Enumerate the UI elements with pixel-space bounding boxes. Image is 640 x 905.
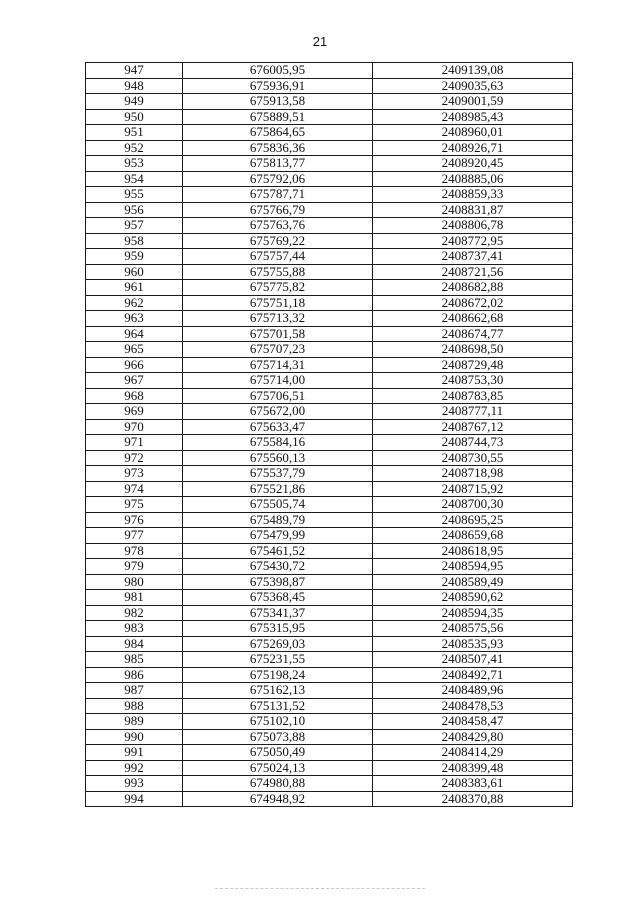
x-coordinate-cell: 675368,45 xyxy=(183,590,373,606)
table-row xyxy=(86,776,573,792)
point-number-cell: 962 xyxy=(86,295,183,311)
point-number-cell: 959 xyxy=(86,249,183,265)
point-number-cell: 986 xyxy=(86,667,183,683)
y-coordinate-cell: 2408885,06 xyxy=(373,171,573,187)
x-coordinate-cell: 675341,37 xyxy=(183,605,373,621)
table-row xyxy=(86,78,573,94)
y-coordinate-cell: 2408507,41 xyxy=(373,652,573,668)
y-coordinate-cell: 2408659,68 xyxy=(373,528,573,544)
x-coordinate-cell: 675398,87 xyxy=(183,574,373,590)
x-coordinate-cell: 674980,88 xyxy=(183,776,373,792)
y-coordinate-cell: 2408767,12 xyxy=(373,419,573,435)
table-row xyxy=(86,559,573,575)
table-row xyxy=(86,326,573,342)
x-coordinate-cell: 675755,88 xyxy=(183,264,373,280)
table-row xyxy=(86,249,573,265)
table-row xyxy=(86,373,573,389)
point-number-cell: 985 xyxy=(86,652,183,668)
y-coordinate-cell: 2408575,56 xyxy=(373,621,573,637)
table-row xyxy=(86,497,573,513)
x-coordinate-cell: 675813,77 xyxy=(183,156,373,172)
point-number-cell: 972 xyxy=(86,450,183,466)
y-coordinate-cell: 2408370,88 xyxy=(373,791,573,807)
x-coordinate-cell: 675701,58 xyxy=(183,326,373,342)
table-row xyxy=(86,125,573,141)
table-row xyxy=(86,605,573,621)
y-coordinate-cell: 2408594,95 xyxy=(373,559,573,575)
table-row xyxy=(86,667,573,683)
table-row xyxy=(86,280,573,296)
point-number-cell: 950 xyxy=(86,109,183,125)
coordinates-table-body xyxy=(86,63,573,807)
x-coordinate-cell: 675073,88 xyxy=(183,729,373,745)
table-row xyxy=(86,342,573,358)
x-coordinate-cell: 675787,71 xyxy=(183,187,373,203)
table-row xyxy=(86,698,573,714)
point-number-cell: 965 xyxy=(86,342,183,358)
x-coordinate-cell: 675769,22 xyxy=(183,233,373,249)
point-number-cell: 979 xyxy=(86,559,183,575)
y-coordinate-cell: 2408458,47 xyxy=(373,714,573,730)
x-coordinate-cell: 675936,91 xyxy=(183,78,373,94)
x-coordinate-cell: 675479,99 xyxy=(183,528,373,544)
table-row xyxy=(86,466,573,482)
point-number-cell: 948 xyxy=(86,78,183,94)
bottom-divider xyxy=(215,888,425,889)
x-coordinate-cell: 675713,32 xyxy=(183,311,373,327)
table-row xyxy=(86,450,573,466)
x-coordinate-cell: 675231,55 xyxy=(183,652,373,668)
x-coordinate-cell: 675763,76 xyxy=(183,218,373,234)
y-coordinate-cell: 2408492,71 xyxy=(373,667,573,683)
table-row xyxy=(86,791,573,807)
y-coordinate-cell: 2408753,30 xyxy=(373,373,573,389)
x-coordinate-cell: 675706,51 xyxy=(183,388,373,404)
table-row xyxy=(86,435,573,451)
x-coordinate-cell: 675672,00 xyxy=(183,404,373,420)
y-coordinate-cell: 2408715,92 xyxy=(373,481,573,497)
point-number-cell: 956 xyxy=(86,202,183,218)
point-number-cell: 994 xyxy=(86,791,183,807)
y-coordinate-cell: 2408414,29 xyxy=(373,745,573,761)
point-number-cell: 976 xyxy=(86,512,183,528)
y-coordinate-cell: 2408859,33 xyxy=(373,187,573,203)
x-coordinate-cell: 675775,82 xyxy=(183,280,373,296)
point-number-cell: 967 xyxy=(86,373,183,389)
x-coordinate-cell: 675913,58 xyxy=(183,94,373,110)
point-number-cell: 989 xyxy=(86,714,183,730)
table-row xyxy=(86,636,573,652)
point-number-cell: 957 xyxy=(86,218,183,234)
y-coordinate-cell: 2409001,59 xyxy=(373,94,573,110)
point-number-cell: 987 xyxy=(86,683,183,699)
table-row xyxy=(86,760,573,776)
y-coordinate-cell: 2408718,98 xyxy=(373,466,573,482)
y-coordinate-cell: 2408783,85 xyxy=(373,388,573,404)
point-number-cell: 973 xyxy=(86,466,183,482)
table-row xyxy=(86,512,573,528)
x-coordinate-cell: 675766,79 xyxy=(183,202,373,218)
y-coordinate-cell: 2408695,25 xyxy=(373,512,573,528)
table-row xyxy=(86,357,573,373)
x-coordinate-cell: 675269,03 xyxy=(183,636,373,652)
x-coordinate-cell: 675714,00 xyxy=(183,373,373,389)
y-coordinate-cell: 2408729,48 xyxy=(373,357,573,373)
point-number-cell: 958 xyxy=(86,233,183,249)
point-number-cell: 955 xyxy=(86,187,183,203)
point-number-cell: 951 xyxy=(86,125,183,141)
x-coordinate-cell: 675430,72 xyxy=(183,559,373,575)
point-number-cell: 961 xyxy=(86,280,183,296)
table-row xyxy=(86,621,573,637)
y-coordinate-cell: 2408672,02 xyxy=(373,295,573,311)
table-row xyxy=(86,187,573,203)
table-row xyxy=(86,590,573,606)
x-coordinate-cell: 675792,06 xyxy=(183,171,373,187)
x-coordinate-cell: 675757,44 xyxy=(183,249,373,265)
point-number-cell: 960 xyxy=(86,264,183,280)
point-number-cell: 949 xyxy=(86,94,183,110)
y-coordinate-cell: 2409139,08 xyxy=(373,63,573,79)
x-coordinate-cell: 675864,65 xyxy=(183,125,373,141)
y-coordinate-cell: 2408737,41 xyxy=(373,249,573,265)
table-row xyxy=(86,419,573,435)
table-row xyxy=(86,140,573,156)
x-coordinate-cell: 675521,86 xyxy=(183,481,373,497)
table-row xyxy=(86,714,573,730)
x-coordinate-cell: 676005,95 xyxy=(183,63,373,79)
point-number-cell: 953 xyxy=(86,156,183,172)
table-row xyxy=(86,388,573,404)
y-coordinate-cell: 2408489,96 xyxy=(373,683,573,699)
x-coordinate-cell: 675836,36 xyxy=(183,140,373,156)
table-row xyxy=(86,109,573,125)
y-coordinate-cell: 2408478,53 xyxy=(373,698,573,714)
point-number-cell: 984 xyxy=(86,636,183,652)
y-coordinate-cell: 2408730,55 xyxy=(373,450,573,466)
point-number-cell: 980 xyxy=(86,574,183,590)
x-coordinate-cell: 675102,10 xyxy=(183,714,373,730)
y-coordinate-cell: 2408399,48 xyxy=(373,760,573,776)
point-number-cell: 975 xyxy=(86,497,183,513)
table-row xyxy=(86,202,573,218)
point-number-cell: 954 xyxy=(86,171,183,187)
table-row xyxy=(86,729,573,745)
x-coordinate-cell: 675889,51 xyxy=(183,109,373,125)
table-row xyxy=(86,574,573,590)
table-row xyxy=(86,63,573,79)
y-coordinate-cell: 2408682,88 xyxy=(373,280,573,296)
table-row xyxy=(86,171,573,187)
point-number-cell: 991 xyxy=(86,745,183,761)
x-coordinate-cell: 675584,16 xyxy=(183,435,373,451)
y-coordinate-cell: 2408920,45 xyxy=(373,156,573,172)
x-coordinate-cell: 675198,24 xyxy=(183,667,373,683)
coordinates-table xyxy=(85,62,573,807)
y-coordinate-cell: 2408985,43 xyxy=(373,109,573,125)
x-coordinate-cell: 675714,31 xyxy=(183,357,373,373)
point-number-cell: 981 xyxy=(86,590,183,606)
x-coordinate-cell: 675131,52 xyxy=(183,698,373,714)
y-coordinate-cell: 2408700,30 xyxy=(373,497,573,513)
x-coordinate-cell: 675537,79 xyxy=(183,466,373,482)
x-coordinate-cell: 675162,13 xyxy=(183,683,373,699)
point-number-cell: 952 xyxy=(86,140,183,156)
y-coordinate-cell: 2408535,93 xyxy=(373,636,573,652)
x-coordinate-cell: 674948,92 xyxy=(183,791,373,807)
y-coordinate-cell: 2408831,87 xyxy=(373,202,573,218)
point-number-cell: 990 xyxy=(86,729,183,745)
x-coordinate-cell: 675315,95 xyxy=(183,621,373,637)
y-coordinate-cell: 2408594,35 xyxy=(373,605,573,621)
point-number-cell: 974 xyxy=(86,481,183,497)
y-coordinate-cell: 2408806,78 xyxy=(373,218,573,234)
y-coordinate-cell: 2408926,71 xyxy=(373,140,573,156)
x-coordinate-cell: 675024,13 xyxy=(183,760,373,776)
x-coordinate-cell: 675560,13 xyxy=(183,450,373,466)
y-coordinate-cell: 2408383,61 xyxy=(373,776,573,792)
point-number-cell: 947 xyxy=(86,63,183,79)
y-coordinate-cell: 2408772,95 xyxy=(373,233,573,249)
table-row xyxy=(86,264,573,280)
y-coordinate-cell: 2408589,49 xyxy=(373,574,573,590)
point-number-cell: 992 xyxy=(86,760,183,776)
point-number-cell: 977 xyxy=(86,528,183,544)
table-row xyxy=(86,295,573,311)
table-row xyxy=(86,481,573,497)
point-number-cell: 969 xyxy=(86,404,183,420)
table-row xyxy=(86,745,573,761)
table-row xyxy=(86,218,573,234)
point-number-cell: 993 xyxy=(86,776,183,792)
y-coordinate-cell: 2408960,01 xyxy=(373,125,573,141)
x-coordinate-cell: 675633,47 xyxy=(183,419,373,435)
x-coordinate-cell: 675505,74 xyxy=(183,497,373,513)
table-row xyxy=(86,404,573,420)
table-row xyxy=(86,311,573,327)
point-number-cell: 964 xyxy=(86,326,183,342)
point-number-cell: 970 xyxy=(86,419,183,435)
point-number-cell: 988 xyxy=(86,698,183,714)
table-row xyxy=(86,233,573,249)
y-coordinate-cell: 2408674,77 xyxy=(373,326,573,342)
y-coordinate-cell: 2408721,56 xyxy=(373,264,573,280)
table-row xyxy=(86,652,573,668)
point-number-cell: 983 xyxy=(86,621,183,637)
y-coordinate-cell: 2408744,73 xyxy=(373,435,573,451)
y-coordinate-cell: 2408618,95 xyxy=(373,543,573,559)
y-coordinate-cell: 2408590,62 xyxy=(373,590,573,606)
point-number-cell: 963 xyxy=(86,311,183,327)
x-coordinate-cell: 675707,23 xyxy=(183,342,373,358)
point-number-cell: 971 xyxy=(86,435,183,451)
y-coordinate-cell: 2408662,68 xyxy=(373,311,573,327)
page-number: 21 xyxy=(312,34,328,49)
point-number-cell: 982 xyxy=(86,605,183,621)
table-row xyxy=(86,683,573,699)
x-coordinate-cell: 675751,18 xyxy=(183,295,373,311)
point-number-cell: 968 xyxy=(86,388,183,404)
y-coordinate-cell: 2408698,50 xyxy=(373,342,573,358)
y-coordinate-cell: 2408429,80 xyxy=(373,729,573,745)
table-row xyxy=(86,528,573,544)
table-row xyxy=(86,543,573,559)
x-coordinate-cell: 675050,49 xyxy=(183,745,373,761)
point-number-cell: 966 xyxy=(86,357,183,373)
x-coordinate-cell: 675489,79 xyxy=(183,512,373,528)
y-coordinate-cell: 2409035,63 xyxy=(373,78,573,94)
table-row xyxy=(86,156,573,172)
x-coordinate-cell: 675461,52 xyxy=(183,543,373,559)
table-row xyxy=(86,94,573,110)
point-number-cell: 978 xyxy=(86,543,183,559)
y-coordinate-cell: 2408777,11 xyxy=(373,404,573,420)
